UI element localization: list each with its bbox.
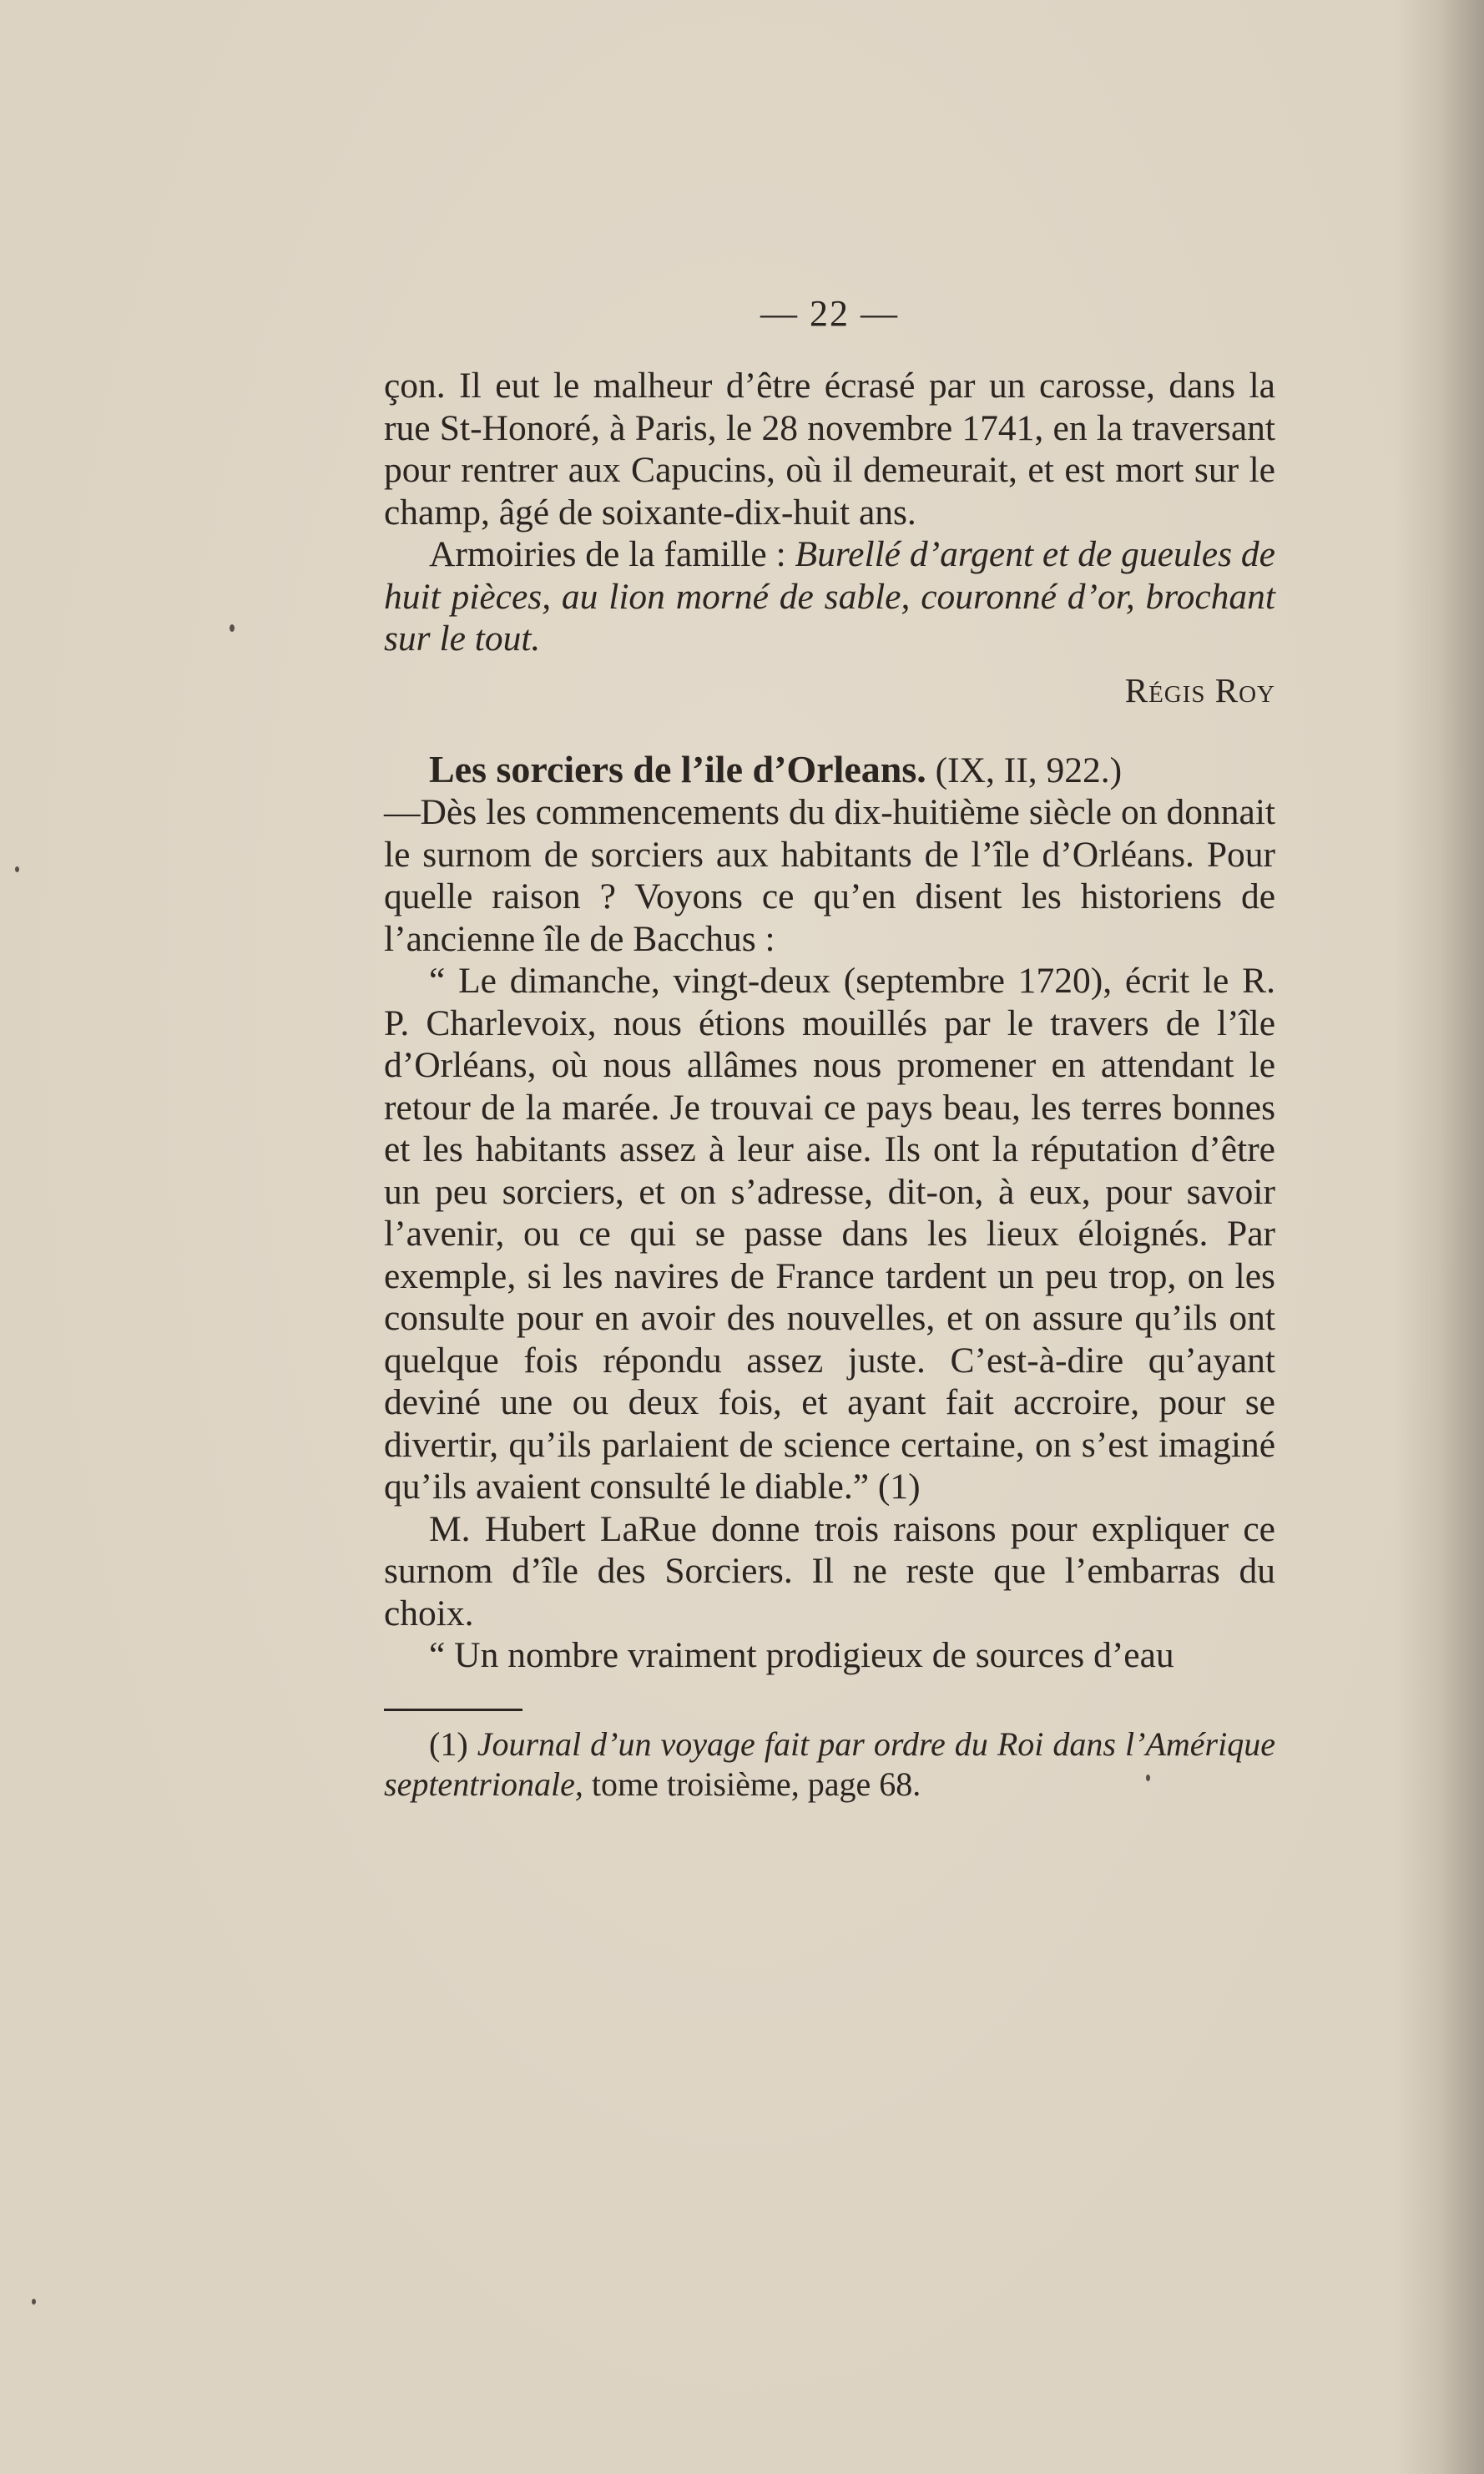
footnote-marker: (1) — [429, 1724, 477, 1763]
section-reference: (IX, II, 922.) — [926, 750, 1123, 790]
footnote-rule — [384, 1709, 522, 1711]
paper-speck — [32, 2299, 36, 2305]
footnote-text — [384, 1724, 1275, 1805]
armoiries-lead: Armoiries de la famille : — [429, 534, 795, 574]
paper-speck — [230, 624, 235, 632]
section-gap — [384, 710, 1275, 749]
footnote-source: tome troisième, page 68. — [583, 1765, 921, 1803]
paragraph-intro: —Dès les commencements du dix-huitième siècle on donnait le surnom de sorciers aux habitants de l’île d’Orléans. Pour quelle raison ? Voyons ce qu’en disent les historiens de l’ancienne île de Bacchus : — [384, 792, 1275, 959]
text-column — [384, 292, 1275, 1805]
paragraph-armoiries — [384, 533, 1275, 660]
paragraph-charlevoix-quote: “ Le dimanche, vingt-deux (septembre 1720), écrit le R. P. Charlevoix, nous étions mouillés par le travers de l’île d’Orléans, où nous allâmes nous promener en attendant le retour de la marée. Je trouvai ce pays beau, les terres bonnes et les habitants assez à leur aise. Ils ont la réputation d’être un peu sorciers, et on s’adresse, dit-on, à eux, pour savoir l’avenir, ou ce qui se passe dans les lieux éloignés. Par exemple, si les navires de France tardent un peu trop, on les consulte pour en avoir des nouvelles, et on assure qu’ils ont quelque fois répondu assez juste. C’est-à-dire qu’ayant deviné une ou deux fois, et ayant fait accroire, pour se divertir, qu’ils parlaient de science certaine, on s’est imaginé qu’ils avaient consulté le diable.” (1) — [384, 961, 1275, 1507]
section-heading: Les sorciers de l’ile d’Orleans. — [429, 747, 926, 790]
author-signature: Régis Roy — [1124, 670, 1275, 709]
footnote — [384, 1724, 1275, 1805]
footnote-title: Journal d’un voyage fait par ordre du Roi dans l’Amérique septentrionale, — [384, 1724, 1275, 1803]
armoiries-blazon: Burellé d’argent et de gueules de huit pièces, au lion morné de sable, couronné d’or, brochant sur le tout. — [384, 534, 1275, 659]
paragraph-larue: M. Hubert LaRue donne trois raisons pour expliquer ce surnom d’île des Sorciers. Il ne reste que l’embarras du choix. — [384, 1508, 1275, 1633]
paragraph-continuation: çon. Il eut le malheur d’être écrasé par un carosse, dans la rue St-Honoré, à Paris, le 28 novembre 1741, en la traversant pour rentrer aux Capucins, où il demeurait, et est mort sur le champ, âgé de soixante-dix-huit ans. — [384, 366, 1275, 533]
section-heading-line — [384, 749, 1275, 792]
paragraph-sources: “ Un nombre vraiment prodigieux de sources d’eau — [429, 1635, 1174, 1675]
paper-speck — [15, 866, 19, 872]
page-number: — 22 — — [760, 293, 899, 334]
